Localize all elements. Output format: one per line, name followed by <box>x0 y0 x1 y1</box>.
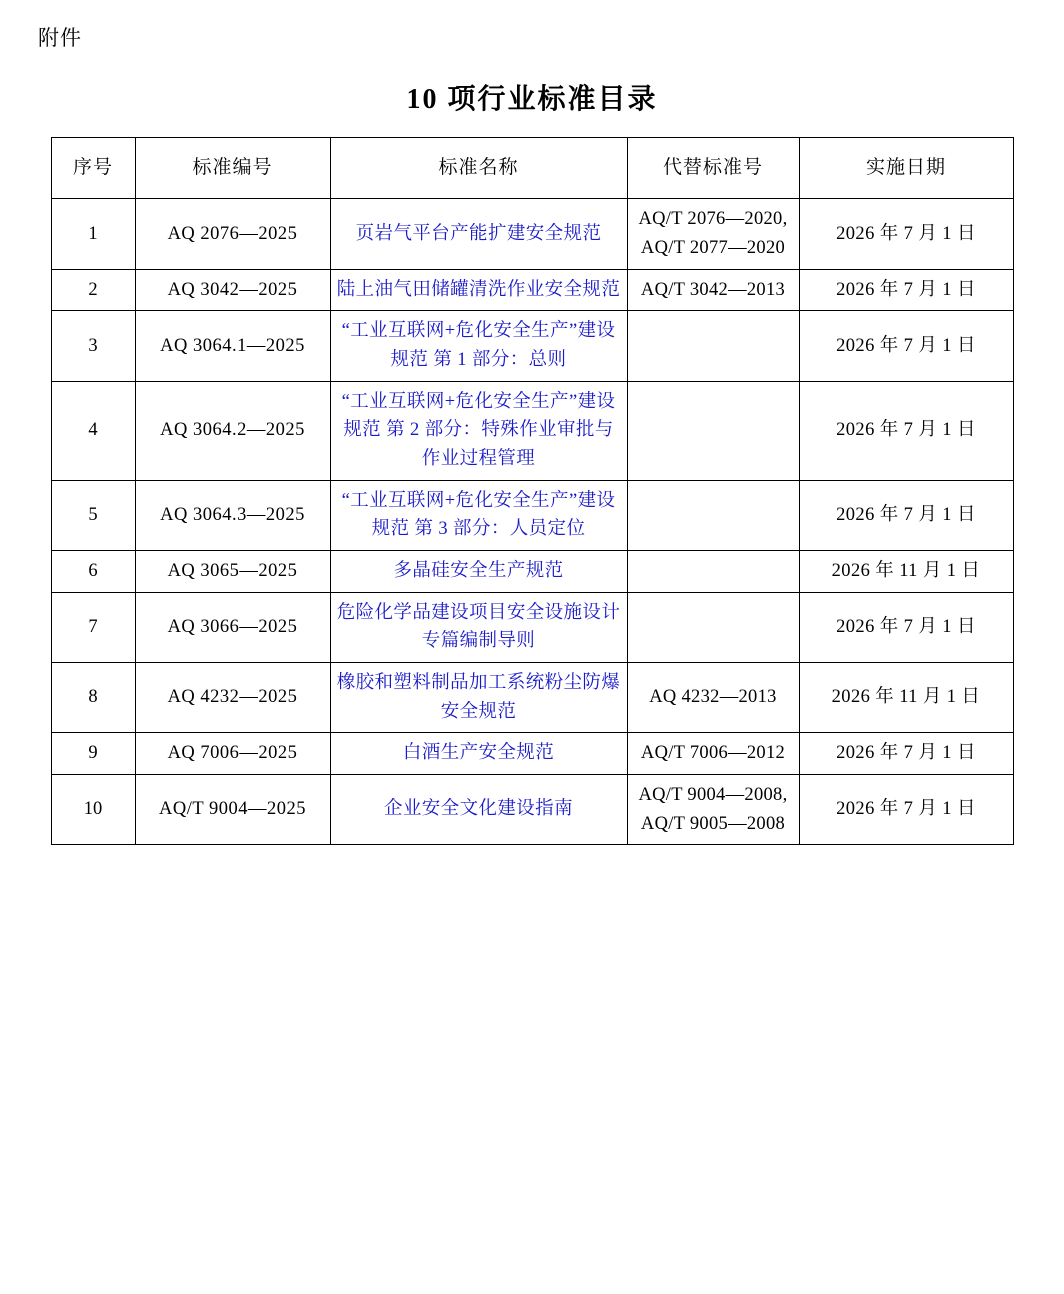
table-row <box>51 592 1013 662</box>
cell-effective-date: 2026 年 7 月 1 日 <box>799 480 1013 550</box>
cell-standard-no: AQ 3065—2025 <box>135 550 330 592</box>
cell-index: 8 <box>51 662 135 732</box>
cell-index: 2 <box>51 269 135 311</box>
cell-replaced-no: AQ/T 3042—2013 <box>627 269 799 311</box>
cell-index: 6 <box>51 550 135 592</box>
cell-standard-no: AQ/T 9004—2025 <box>135 774 330 844</box>
column-header-replaced-no: 代替标准号 <box>627 138 799 199</box>
cell-effective-date: 2026 年 11 月 1 日 <box>799 550 1013 592</box>
cell-standard-no: AQ 3064.3—2025 <box>135 480 330 550</box>
cell-standard-name: “工业互联网+危化安全生产”建设规范 第 2 部分：特殊作业审批与作业过程管理 <box>330 381 627 480</box>
cell-effective-date: 2026 年 7 月 1 日 <box>799 269 1013 311</box>
table-row <box>51 662 1013 732</box>
cell-index: 4 <box>51 381 135 480</box>
cell-index: 3 <box>51 311 135 381</box>
cell-replaced-no: AQ/T 2076—2020, AQ/T 2077—2020 <box>627 199 799 269</box>
cell-replaced-no <box>627 550 799 592</box>
column-header-standard-name: 标准名称 <box>330 138 627 199</box>
cell-index: 7 <box>51 592 135 662</box>
cell-effective-date: 2026 年 7 月 1 日 <box>799 774 1013 844</box>
cell-replaced-no <box>627 311 799 381</box>
column-header-index: 序号 <box>51 138 135 199</box>
cell-standard-name: 橡胶和塑料制品加工系统粉尘防爆安全规范 <box>330 662 627 732</box>
cell-effective-date: 2026 年 7 月 1 日 <box>799 381 1013 480</box>
cell-standard-no: AQ 3064.1—2025 <box>135 311 330 381</box>
table-row <box>51 381 1013 480</box>
cell-effective-date: 2026 年 7 月 1 日 <box>799 592 1013 662</box>
cell-replaced-no: AQ 4232—2013 <box>627 662 799 732</box>
cell-index: 9 <box>51 733 135 775</box>
cell-index: 10 <box>51 774 135 844</box>
table-row <box>51 311 1013 381</box>
cell-replaced-no: AQ/T 9004—2008, AQ/T 9005—2008 <box>627 774 799 844</box>
table-row <box>51 199 1013 269</box>
column-header-standard-no: 标准编号 <box>135 138 330 199</box>
cell-standard-no: AQ 4232—2025 <box>135 662 330 732</box>
cell-index: 1 <box>51 199 135 269</box>
cell-replaced-no <box>627 381 799 480</box>
cell-standard-name: 白酒生产安全规范 <box>330 733 627 775</box>
cell-standard-name: 陆上油气田储罐清洗作业安全规范 <box>330 269 627 311</box>
table-row <box>51 480 1013 550</box>
cell-standard-no: AQ 3064.2—2025 <box>135 381 330 480</box>
table-row <box>51 774 1013 844</box>
page-title: 10 项行业标准目录 <box>406 84 658 116</box>
cell-replaced-no <box>627 480 799 550</box>
cell-standard-no: AQ 2076—2025 <box>135 199 330 269</box>
cell-effective-date: 2026 年 7 月 1 日 <box>799 311 1013 381</box>
cell-effective-date: 2026 年 7 月 1 日 <box>799 733 1013 775</box>
cell-replaced-no <box>627 592 799 662</box>
cell-effective-date: 2026 年 7 月 1 日 <box>799 199 1013 269</box>
standards-table <box>51 137 1014 845</box>
table-row <box>51 733 1013 775</box>
attachment-label: 附件 <box>38 26 82 50</box>
cell-effective-date: 2026 年 11 月 1 日 <box>799 662 1013 732</box>
cell-standard-name: 企业安全文化建设指南 <box>330 774 627 844</box>
table-header-row <box>51 138 1013 199</box>
cell-standard-no: AQ 3042—2025 <box>135 269 330 311</box>
table-row <box>51 550 1013 592</box>
cell-standard-no: AQ 7006—2025 <box>135 733 330 775</box>
cell-standard-name: 页岩气平台产能扩建安全规范 <box>330 199 627 269</box>
cell-replaced-no: AQ/T 7006—2012 <box>627 733 799 775</box>
column-header-effective-date: 实施日期 <box>799 138 1013 199</box>
cell-standard-name: “工业互联网+危化安全生产”建设规范 第 1 部分：总则 <box>330 311 627 381</box>
cell-index: 5 <box>51 480 135 550</box>
cell-standard-name: 危险化学品建设项目安全设施设计专篇编制导则 <box>330 592 627 662</box>
cell-standard-name: 多晶硅安全生产规范 <box>330 550 627 592</box>
table-row <box>51 269 1013 311</box>
cell-standard-name: “工业互联网+危化安全生产”建设规范 第 3 部分：人员定位 <box>330 480 627 550</box>
cell-standard-no: AQ 3066—2025 <box>135 592 330 662</box>
